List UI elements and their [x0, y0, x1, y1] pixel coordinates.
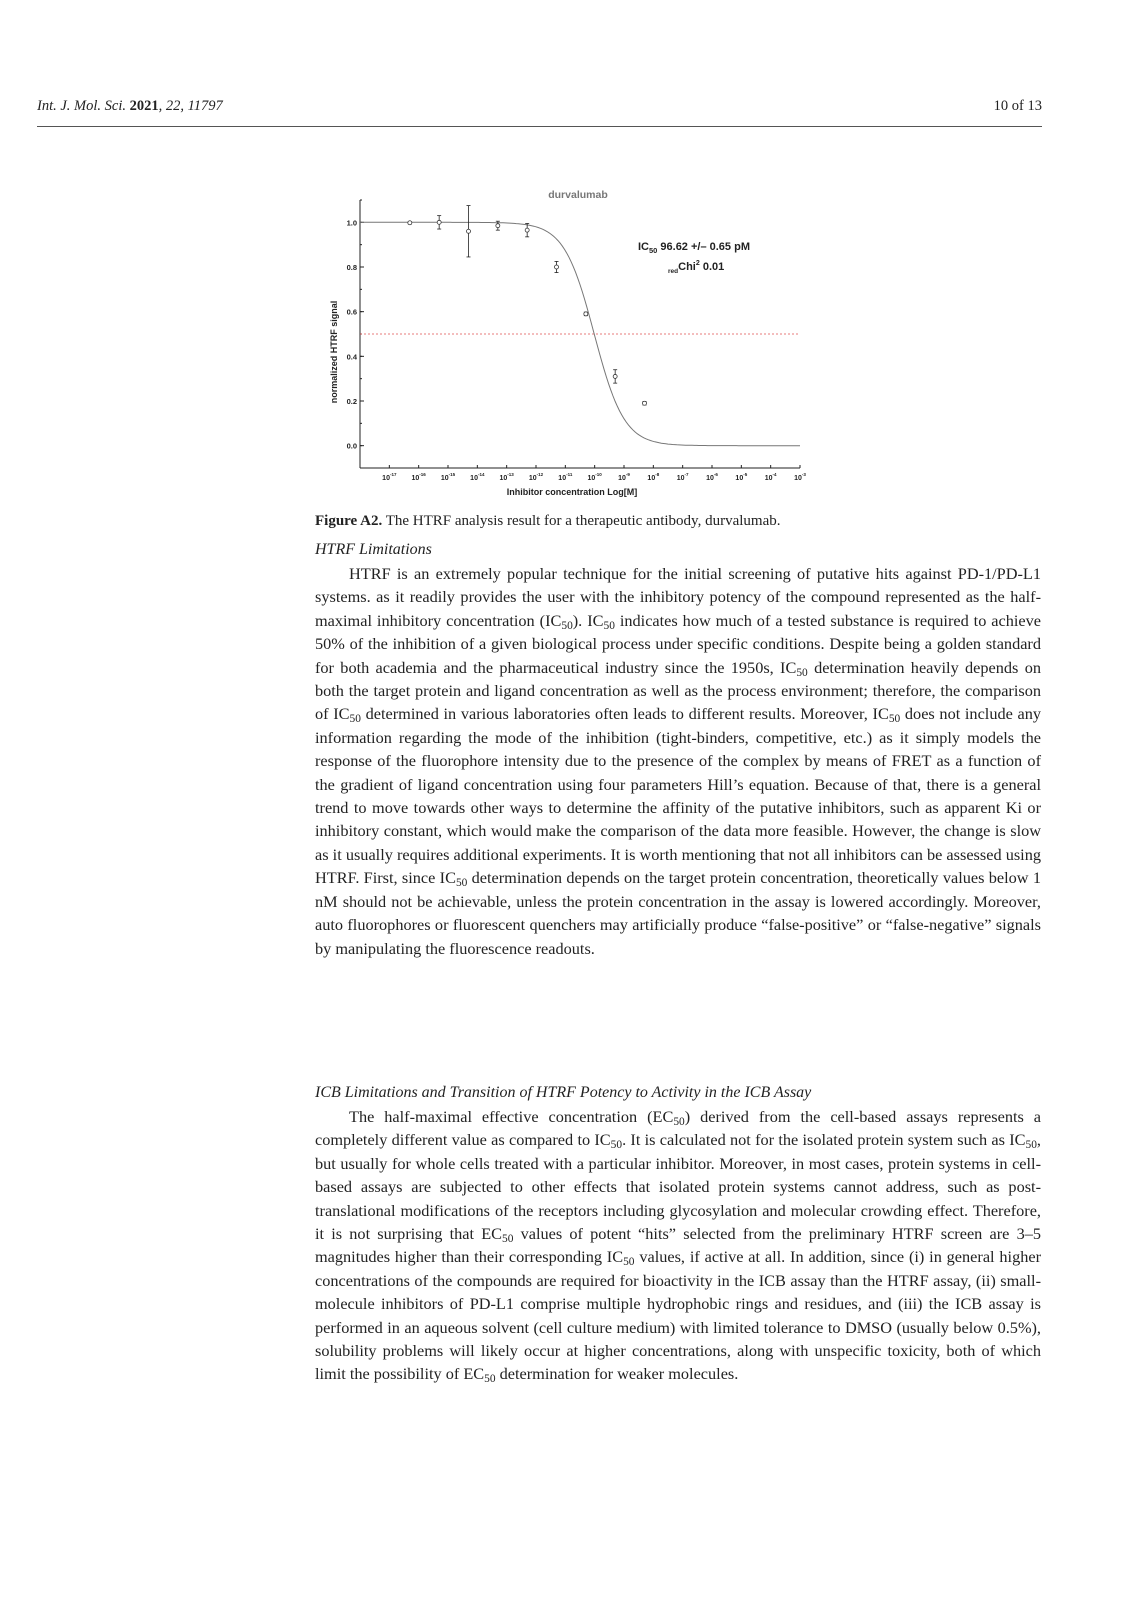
svg-text:10-16: $10^{-16}$: [411, 472, 426, 482]
svg-text:10-8: $10^{-8}$: [647, 472, 660, 482]
svg-text:0.6: 0.6: [346, 307, 357, 317]
data-point: [467, 206, 471, 257]
journal-volume: , 22, 11797: [158, 98, 223, 114]
svg-text:10-12: $10^{-12}$: [528, 472, 544, 482]
x-axis-label: Inhibitor concentration Log[M]: [506, 487, 638, 497]
data-point: [584, 312, 588, 316]
svg-text:0.0: 0.0: [346, 441, 357, 451]
svg-text:10-11: $10^{-11}$: [558, 472, 573, 482]
section-title: HTRF Limitations: [315, 541, 432, 558]
data-points: [408, 206, 647, 406]
svg-text:0.8: 0.8: [346, 263, 357, 272]
svg-text:10-6: $10^{-6}$: [706, 472, 718, 482]
svg-text:10-3: $10^{-3}$: [794, 472, 806, 482]
dose-response-chart: [300, 180, 820, 510]
svg-text:10-14: $10^{-14}$: [470, 472, 485, 482]
svg-text:10-15: $10^{-15}$: [440, 472, 456, 482]
svg-text:10-13: $10^{-13}$: [499, 472, 514, 482]
svg-text:10-4: $10^{-4}$: [764, 472, 777, 482]
ic50-annotation: $IC_{50}$ 96.62 +/– 0.65 pM: [638, 241, 750, 255]
data-point: [408, 221, 412, 225]
chi2-annotation: $_{red}$Chi$^2$ 0.01: [668, 260, 725, 275]
svg-text:10-7: $10^{-7}$: [676, 472, 689, 482]
figure-label: Figure A2.: [315, 513, 383, 529]
figure-caption-text: The HTRF analysis result for a therapeutic antibody, durvalumab.: [385, 513, 781, 529]
figure-a2-chart: [300, 180, 820, 510]
svg-text:1.0: 1.0: [346, 218, 357, 228]
data-point: [613, 370, 617, 383]
journal-citation: [37, 98, 223, 115]
journal-year: 2021: [129, 98, 159, 114]
data-point: [643, 401, 647, 405]
svg-text:10-5: $10^{-5}$: [735, 472, 748, 482]
figure-caption: [315, 513, 780, 530]
section-paragraph: The half-maximal effective concentration $(EC_{50})$ derived from the cell-based assays represents a completely different value as compared to $IC_{50}$. It is calculated not for the isolated protein system such as $IC_{50}$, but usually for whole cells treated with a particular inhibitor. Moreover, in most cases, protein systems in cell-based assays are subjected to other effects that isolated protein systems cannot address, such as post-translational modifications of the receptors including glycosylation and molecular crowding effect. Therefore, it is not surprising that $EC_{50}$ values of potent “hits” selected from the preliminary HTRF screen are 3–5 magnitudes higher than their corresponding $IC_{50}$ values, if active at all. In addition, since (i) in general higher concentrations of the compounds are required for bioactivity in the ICB assay than the HTRF assay, (ii) small-molecule inhibitors of PD-L1 comprise multiple hydrophobic rings and residues, and (iii) the ICB assay is performed in an aqueous solvent (cell culture medium) with limited tolerance to DMSO (usually below 0.5%), solubility problems will likely occur at higher concentrations, along with unspecific toxicity, both of which limit the possibility of $EC_{50}$ determination for weaker molecules.: [315, 1107, 1041, 1386]
data-point: [555, 261, 559, 272]
page-header: [37, 96, 1042, 127]
data-point: [437, 216, 441, 229]
svg-text:10-9: $10^{-9}$: [618, 472, 630, 482]
svg-text:0.4: 0.4: [346, 352, 357, 362]
svg-text:10-17: $10^{-17}$: [382, 472, 397, 482]
section-icb-limitations: [315, 1081, 1041, 1386]
chart-title: durvalumab: [548, 189, 608, 201]
section-title: ICB Limitations and Transition of HTRF Potency to Activity in the ICB Assay: [315, 1084, 812, 1101]
journal-name: Int. J. Mol. Sci.: [37, 98, 126, 114]
svg-text:10-10: $10^{-10}$: [587, 472, 602, 482]
section-htrf-limitations: [315, 538, 1041, 960]
svg-text:0.2: 0.2: [346, 397, 357, 406]
y-axis-label: normalized HTRF signal: [329, 300, 339, 404]
section-paragraph: HTRF is an extremely popular technique for the initial screening of putative hits against PD-1/PD-L1 systems. as it readily provides the user with the inhibitory potency of the compound represented as the half-maximal inhibitory concentration $(IC_{50})$. $IC_{50}$ indicates how much of a tested substance is required to achieve 50% of the inhibition of a given biological process under specific conditions. Despite being a golden standard for both academia and the pharmaceutical industry since the 1950s, $IC_{50}$ determination heavily depends on both the target protein and ligand concentration as well as the process environment; therefore, the comparison of $IC_{50}$ determined in various laboratories often leads to different results. Moreover, $IC_{50}$ does not include any information regarding the mode of the inhibition (tight-binders, competitive, etc.) as it simply models the response of the fluorophore intensity due to the presence of the complex by means of FRET as a function of the gradient of ligand concentration using four parameters Hill’s equation. Because of that, there is a general trend to move towards other ways to determine the affinity of the putative inhibitors, such as apparent Ki or inhibitory constant, which would make the comparison of the data more feasible. However, the change is slow as it usually requires additional experiments. It is worth mentioning that not all inhibitors can be assessed using HTRF. First, since $IC_{50}$ determination depends on the target protein concentration, theoretically values below 1 nM should not be achievable, unless the protein concentration in the assay is lowered accordingly. Moreover, auto fluorophores or fluorescent quenchers may artificially produce “false-positive” or “false-negative” signals by manipulating the fluorescence readouts.: [315, 564, 1042, 958]
page-number: 10 of 13: [993, 98, 1042, 114]
